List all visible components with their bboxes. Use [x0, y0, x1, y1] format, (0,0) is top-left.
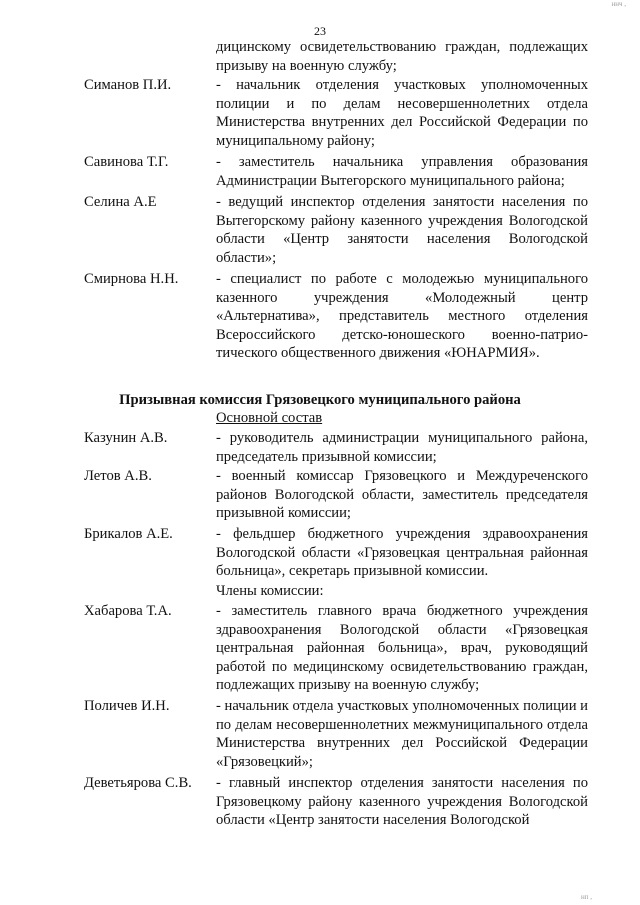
section-title: Призывная комиссия Грязовецкого муниципального района [119, 392, 521, 408]
person-position: - фельдшер бюджетного учреждения здравоохранения Вологодской области «Грязовецкая центральная районная больница», секретарь призывной комиссии. [216, 526, 588, 580]
continuation-text: дицинскому освидетельствованию граждан, подлежащих призыву на военную службу; [216, 39, 588, 74]
person-name: Смирнова Н.Н. [84, 271, 179, 287]
person-name: Поличев И.Н. [84, 698, 170, 714]
scan-mark-bottom: нп , [581, 893, 592, 901]
person-name: Казунин А.В. [84, 430, 168, 446]
person-position: - заместитель главного врача бюджетного учреждения здравоохранения Вологодской области «Грязовецкая центральная районная больница», врач, руководящий работой по медицинскому освидетельствованию граждан, подлежащих призыву на военную службу; [216, 603, 588, 694]
page-number: 23 [314, 24, 326, 38]
person-name: Летов А.В. [84, 468, 152, 484]
person-name: Брикалов А.Е. [84, 526, 173, 542]
person-position: - руководитель администрации муниципального района, председатель призывной комиссии; [216, 430, 588, 465]
person-position: - начальник отдела участковых уполномоченных полиции и по делам несовершеннолетних межмуниципального отдела Министерства внутренних дел Российской Федерации «Грязовецкий»; [216, 698, 588, 770]
person-name: Хабарова Т.А. [84, 603, 172, 619]
scan-mark-top: ннч , [611, 0, 626, 8]
person-position: - военный комиссар Грязовецкого и Междуреченского районов Вологодской области, заместитель председателя призывной комиссии; [216, 468, 588, 522]
subsection-title: Основной состав [216, 410, 323, 426]
person-position: - ведущий инспектор отделения занятости населения по Вытегорскому району казенного учреждения Вологодской области «Центр занятости населения Вологодской области»; [216, 194, 588, 266]
person-name: Деветьярова С.В. [84, 775, 192, 791]
person-position: - специалист по работе с молодежью муниципального казенного учреждения «Молодежный центр «Альтернатива», представитель местного отделения Всероссийского детско-юношеского военно-патрио-тического общественного движения «ЮНАРМИЯ». [216, 271, 588, 362]
person-name: Селина А.Е [84, 194, 157, 210]
person-position: - заместитель начальника управления образования Администрации Вытегорского муниципального района; [216, 154, 588, 189]
person-name: Симанов П.И. [84, 77, 172, 93]
members-label: Члены комиссии: [216, 583, 324, 599]
person-name: Савинова Т.Г. [84, 154, 169, 170]
person-position: - начальник отделения участковых уполномоченных полиции и по делам несовершеннолетних отдела Министерства внутренних дел Российской Федерации по муниципальному району; [216, 77, 588, 149]
person-position: - главный инспектор отделения занятости населения по Грязовецкому району казенного учреждения Вологодской области «Центр занятости населения Вологодской [216, 775, 588, 829]
